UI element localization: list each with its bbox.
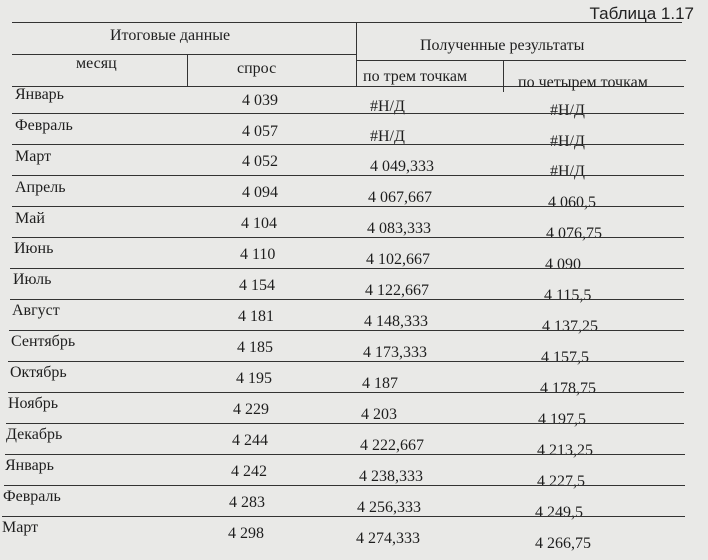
four-point-cell: #Н/Д [550,163,585,180]
three-point-cell: 4 102,667 [366,251,430,268]
demand-cell: 4 039 [242,92,278,109]
row-rule [10,299,684,300]
three-point-cell: 4 274,333 [356,530,420,547]
demand-cell: 4 195 [236,370,272,387]
month-cell: Май [15,210,45,227]
three-point-cell: 4 203 [361,406,397,423]
three-point-cell: 4 049,333 [370,158,434,175]
demand-cell: 4 052 [242,153,278,170]
four-point-cell: 4 157,5 [541,349,589,366]
three-point-cell: 4 122,667 [365,282,429,299]
demand-cell: 4 057 [242,123,278,140]
demand-cell: 4 094 [242,184,278,201]
header-group-results: Полученные результаты [420,37,585,54]
header-group-totals: Итоговые данные [110,27,231,44]
header-top-rule [12,22,682,23]
four-point-cell: 4 115,5 [544,287,592,304]
four-point-cell: 4 090 [545,256,581,273]
three-point-cell: 4 222,667 [360,437,424,454]
header-col-divider-left [187,54,188,86]
three-point-cell: 4 148,333 [364,313,428,330]
three-point-cell: 4 173,333 [363,344,427,361]
row-rule [12,175,684,176]
month-cell: Июль [13,271,52,288]
header-mid-rule-right [356,60,686,61]
month-cell: Март [15,148,52,165]
three-point-cell: #Н/Д [370,128,405,145]
row-rule [5,454,685,455]
row-rule [12,113,684,114]
row-rule [12,237,684,238]
month-cell: Март [2,519,39,536]
header-col-demand: спрос [237,60,277,77]
month-cell: Февраль [3,488,61,505]
demand-cell: 4 229 [233,401,269,418]
demand-cell: 4 298 [228,525,264,542]
row-rule [4,485,685,486]
month-cell: Сентябрь [11,333,76,350]
header-group-divider [356,22,357,86]
four-point-cell: 4 178,75 [540,380,596,397]
four-point-cell: 4 266,75 [535,535,591,552]
month-cell: Октябрь [10,364,67,381]
header-col-three-points: по трем точкам [363,68,468,85]
month-cell: Декабрь [6,426,63,443]
demand-cell: 4 242 [231,463,267,480]
four-point-cell: #Н/Д [550,133,585,150]
four-point-cell: 4 060,5 [548,194,596,211]
four-point-cell: 4 213,25 [537,442,593,459]
row-rule [12,144,684,145]
four-point-cell: 4 076,75 [546,225,602,242]
month-cell: Ноябрь [8,395,59,412]
row-rule [12,206,684,207]
demand-cell: 4 104 [241,215,277,232]
month-cell: Апрель [15,179,66,196]
row-rule [9,330,684,331]
demand-cell: 4 181 [238,308,274,325]
three-point-cell: 4 187 [362,375,398,392]
header-col-divider-right [503,60,504,92]
demand-cell: 4 154 [239,277,275,294]
four-point-cell: 4 227,5 [537,473,585,490]
month-cell: Июнь [14,240,54,257]
three-point-cell: 4 083,333 [367,220,431,237]
three-point-cell: 4 067,667 [368,189,432,206]
four-point-cell: #Н/Д [550,102,585,119]
row-rule [10,268,684,269]
row-rule [8,361,684,362]
month-cell: Январь [15,86,64,103]
header-col-month: месяц [76,55,117,72]
demand-cell: 4 110 [240,246,276,263]
row-rule [6,423,684,424]
three-point-cell: 4 256,333 [357,499,421,516]
month-cell: Февраль [15,117,73,134]
month-cell: Август [12,302,60,319]
four-point-cell: 4 137,25 [542,318,598,335]
four-point-cell: 4 197,5 [538,411,586,428]
header-col-four-points: по четырем точкам [518,74,648,91]
month-cell: Январь [5,457,54,474]
demand-cell: 4 283 [229,494,265,511]
three-point-cell: 4 238,333 [359,468,423,485]
header-mid-rule-left [12,54,356,55]
demand-cell: 4 244 [232,432,268,449]
demand-cell: 4 185 [237,339,273,356]
row-rule [8,392,684,393]
row-rule [2,516,685,517]
four-point-cell: 4 249,5 [535,504,583,521]
three-point-cell: #Н/Д [370,98,405,115]
table-caption: Таблица 1.17 [589,4,694,23]
